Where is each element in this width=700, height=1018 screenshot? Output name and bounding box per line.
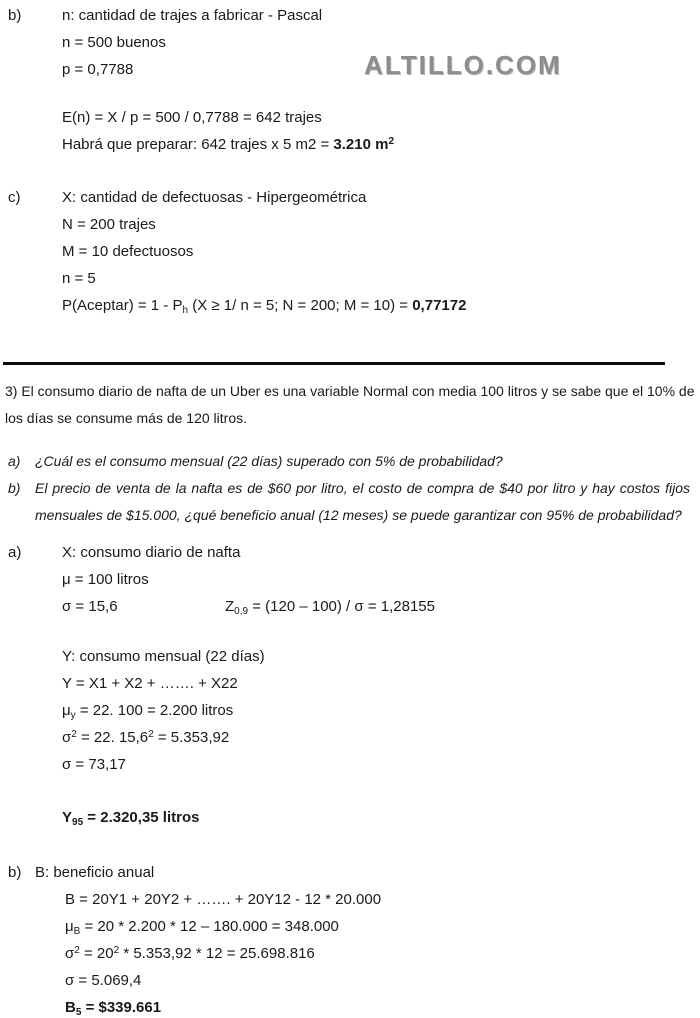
var-exponent: 2: [74, 945, 80, 956]
prep-result: 3.210 m: [333, 136, 389, 153]
text-line: [62, 292, 668, 319]
solution-a: [8, 539, 668, 831]
text-line: [62, 697, 668, 724]
text-line: [62, 131, 668, 158]
section-divider: [3, 362, 665, 365]
result-subscript: 95: [72, 817, 84, 828]
problem3-item-b: [8, 475, 690, 529]
item-label: b): [8, 480, 21, 496]
solution-a-title-row: [8, 539, 668, 566]
accept-subscript: h: [182, 305, 189, 316]
section-b-title: n: cantidad de trajes a fabricar - Pascal: [62, 7, 323, 24]
text-line: [65, 940, 668, 967]
var-mid: = 22. 15,6: [76, 729, 149, 746]
var-prefix: σ: [62, 729, 72, 746]
var-rest: = 5.353,92: [153, 729, 230, 746]
text-line: σ = 5.069,4: [65, 972, 142, 989]
problem3-item-a: [8, 448, 690, 475]
z-formula: [225, 593, 435, 620]
var-exponent2: 2: [113, 945, 120, 956]
text-line: E(n) = X / p = 500 / 0,7788 = 642 trajes: [62, 109, 322, 126]
solution-b-title: B: beneficio anual: [35, 864, 155, 881]
text-line: μ = 100 litros: [62, 571, 149, 588]
var-exponent2: 2: [148, 729, 154, 740]
result-rest: = $339.661: [81, 999, 162, 1016]
text-line: σ = 73,17: [62, 756, 126, 773]
section-b-pascal: [8, 2, 668, 158]
mu-y-rest: = 22. 100 = 2.200 litros: [75, 702, 234, 719]
section-c-hipergeometrica: [8, 184, 668, 319]
var-prefix: σ: [65, 945, 75, 962]
text-line: n = 500 buenos: [62, 34, 166, 51]
mu-b-rest: = 20 * 2.200 * 12 – 180.000 = 348.000: [80, 918, 339, 935]
text-line: Y: consumo mensual (22 días): [62, 648, 265, 665]
text-line: n = 5: [62, 270, 96, 287]
prep-exponent: 2: [388, 136, 395, 147]
problem3-intro-text: 3) El consumo diario de nafta de un Uber es una variable Normal con media 100 litros y se sabe que el 10% de los días se consume más de 120 litros.: [5, 383, 695, 426]
mu-y-prefix: μ: [62, 702, 71, 719]
text-line: M = 10 defectuosos: [62, 243, 194, 260]
text-line: [62, 593, 668, 620]
item-label: c): [8, 189, 21, 206]
var-mid: = 20: [79, 945, 114, 962]
text-line: N = 200 trajes: [62, 216, 156, 233]
altillo-watermark: ALTILLO.COM: [364, 50, 562, 80]
section-c-title: X: cantidad de defectuosas - Hipergeométrica: [62, 189, 367, 206]
result-prefix: B: [65, 999, 76, 1016]
text-line: [62, 724, 668, 751]
solution-b: [8, 859, 668, 1018]
solution-a-title: X: consumo diario de nafta: [62, 544, 241, 561]
result-prefix: Y: [62, 809, 73, 826]
accept-prefix: P(Aceptar) = 1 - P: [62, 297, 183, 314]
result-line: [65, 994, 668, 1018]
item-label: a): [8, 453, 21, 469]
solution-b-title-row: [8, 859, 668, 886]
result-rest: = 2.320,35 litros: [83, 809, 200, 826]
accept-result: 0,77172: [412, 297, 467, 314]
var-rest: * 5.353,92 * 12 = 25.698.816: [119, 945, 315, 962]
problem3-item-a-text: ¿Cuál es el consumo mensual (22 días) superado con 5% de probabilidad?: [35, 453, 503, 469]
z-rest: = (120 – 100) / σ = 1,28155: [248, 598, 435, 615]
item-label: b): [8, 7, 22, 24]
problem3-intro: [5, 378, 696, 432]
sigma-value: σ = 15,6: [62, 598, 118, 615]
section-b-title-row: [8, 2, 668, 29]
text-line: B = 20Y1 + 20Y2 + ……. + 20Y12 - 12 * 20.000: [65, 891, 382, 908]
accept-mid: (X ≥ 1/ n = 5; N = 200; M = 10) =: [188, 297, 413, 314]
text-line: Y = X1 + X2 + ……. + X22: [62, 675, 238, 692]
item-label: b): [8, 864, 22, 881]
mu-b-prefix: μ: [65, 918, 74, 935]
var-exponent: 2: [71, 729, 77, 740]
problem3-item-b-text: El precio de venta de la nafta es de $60 por litro, el costo de compra de $40 por litro y hay costos fijos mensuales de $15.000, ¿qué beneficio anual (12 meses) se puede garantizar con 95% de probabilidad?: [35, 480, 690, 523]
z-subscript: 0,9: [234, 606, 249, 617]
prep-prefix: Habrá que preparar: 642 trajes x 5 m2 =: [62, 136, 334, 153]
mu-b-subscript: B: [73, 926, 81, 937]
section-c-title-row: [8, 184, 668, 211]
result-subscript: 5: [75, 1007, 82, 1018]
item-label: a): [8, 544, 22, 561]
mu-y-subscript: y: [70, 710, 76, 721]
text-line: p = 0,7788: [62, 61, 134, 78]
z-prefix: Z: [225, 598, 235, 615]
result-line: [62, 804, 668, 831]
text-line: [65, 913, 668, 940]
